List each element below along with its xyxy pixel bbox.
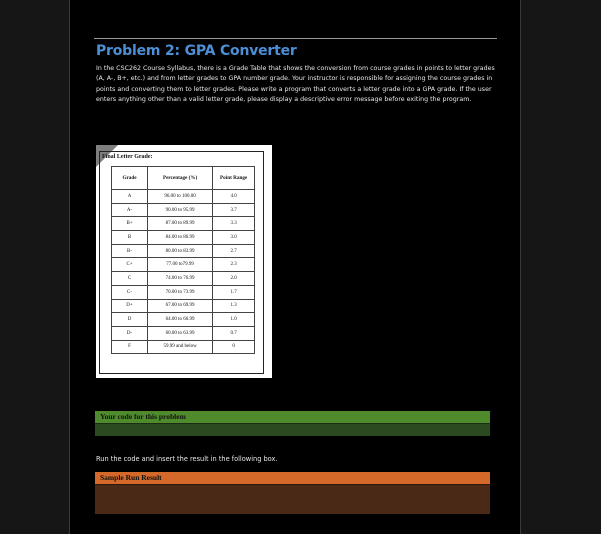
grade-table-caption: Final Letter Grade: <box>102 154 153 160</box>
grade-table-figure <box>96 145 272 378</box>
grade-row <box>112 272 255 286</box>
cell-point: 1.0 <box>213 313 255 327</box>
sample-run-box[interactable] <box>95 484 490 514</box>
sample-run-header <box>95 472 490 484</box>
cell-percentage: 74.00 to 76.99 <box>148 272 213 286</box>
cell-grade: C <box>112 272 148 286</box>
cell-point: 3.7 <box>213 203 255 217</box>
header-point-range: Point Range <box>213 167 255 190</box>
sample-run-label: Sample Run Result <box>100 473 162 482</box>
header-divider <box>94 38 497 39</box>
cell-point: 0.7 <box>213 326 255 340</box>
grade-row <box>112 340 255 354</box>
problem-title: Problem 2: GPA Converter <box>96 43 297 59</box>
cell-grade: C- <box>112 285 148 299</box>
cell-grade: A <box>112 190 148 204</box>
document-page <box>69 0 521 534</box>
cell-grade: A- <box>112 203 148 217</box>
cell-percentage: 60.00 to 63.99 <box>148 326 213 340</box>
cell-percentage: 67.00 to 69.99 <box>148 299 213 313</box>
cell-percentage: 77.00 to79.99 <box>148 258 213 272</box>
cell-percentage: 84.00 to 86.99 <box>148 231 213 245</box>
cell-point: 2.0 <box>213 272 255 286</box>
grade-row <box>112 326 255 340</box>
cell-percentage: 90.00 to 95.99 <box>148 203 213 217</box>
grade-row <box>112 285 255 299</box>
header-grade: Grade <box>112 167 148 190</box>
cell-grade: C+ <box>112 258 148 272</box>
cell-percentage: 87.00 to 89.99 <box>148 217 213 231</box>
grade-table <box>111 166 255 354</box>
cell-point: 3.0 <box>213 231 255 245</box>
cell-grade: D- <box>112 326 148 340</box>
cell-point: 2.7 <box>213 244 255 258</box>
cell-point: 0 <box>213 340 255 354</box>
grade-table-frame <box>99 151 264 374</box>
run-instruction: Run the code and insert the result in the following box. <box>96 455 278 463</box>
cell-grade: B+ <box>112 217 148 231</box>
cell-grade: B <box>112 231 148 245</box>
grade-row <box>112 258 255 272</box>
cell-grade: F <box>112 340 148 354</box>
cell-percentage: 59.99 and below <box>148 340 213 354</box>
problem-description: In the CSC262 Course Syllabus, there is a Grade Table that shows the conversion from course grades in points to letter grades (A, A-, B+, etc.) and from letter grades to GPA number grade. Your instructor is responsible for assigning the course grades in points and converting them to letter grades. Please write a program that converts a letter grade into a GPA grade. If the user enters anything other than a valid letter grade, please display a descriptive error message before exiting the program. <box>96 65 495 103</box>
cell-grade: D+ <box>112 299 148 313</box>
cell-percentage: 96.00 to 100.00 <box>148 190 213 204</box>
cell-percentage: 70.00 to 73.99 <box>148 285 213 299</box>
cell-grade: D <box>112 313 148 327</box>
cell-point: 1.7 <box>213 285 255 299</box>
header-percentage: Percentage (%) <box>148 167 213 190</box>
grade-row <box>112 244 255 258</box>
cell-percentage: 64.00 to 66.99 <box>148 313 213 327</box>
code-section-label: Your code for this problem <box>100 412 186 421</box>
code-section-header <box>95 411 490 423</box>
cell-percentage: 80.00 to 83.99 <box>148 244 213 258</box>
cell-point: 4.0 <box>213 190 255 204</box>
cell-grade: B- <box>112 244 148 258</box>
grade-row <box>112 313 255 327</box>
cell-point: 1.3 <box>213 299 255 313</box>
cell-point: 2.3 <box>213 258 255 272</box>
grade-row <box>112 231 255 245</box>
cell-point: 3.3 <box>213 217 255 231</box>
grade-row <box>112 217 255 231</box>
grade-row <box>112 203 255 217</box>
grade-row <box>112 299 255 313</box>
grade-row <box>112 190 255 204</box>
code-input-box[interactable] <box>95 423 490 436</box>
